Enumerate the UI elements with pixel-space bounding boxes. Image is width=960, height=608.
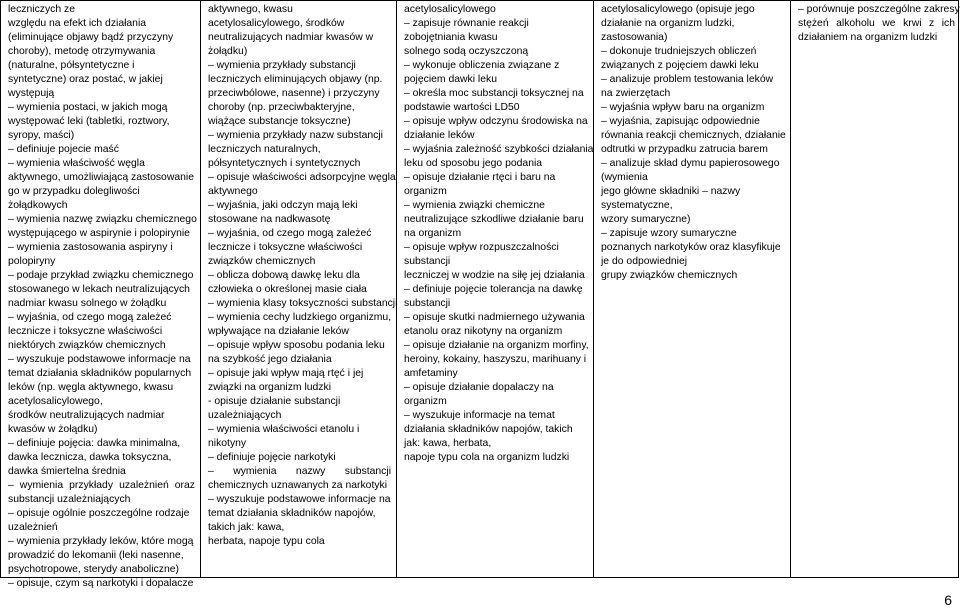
text-line: takich jak: kawa, xyxy=(208,522,285,533)
text-line: syropy, maści) xyxy=(8,130,75,141)
text-line: wzory sumaryczne) xyxy=(601,214,691,225)
text-line: – wymienia klasy toksyczności substancji xyxy=(208,298,398,309)
text-line: jego główne składniki – nazwy xyxy=(601,186,741,197)
text-line: acetylosalicylowego xyxy=(404,4,496,15)
text-line: – wymienia związki chemiczne xyxy=(404,200,545,211)
text-line: – opisuje, czym są narkotyki i dopalacze xyxy=(8,578,194,589)
text-line: leczniczych naturalnych, xyxy=(208,144,321,155)
text-line: acetylosalicylowego (opisuje jego xyxy=(601,4,755,15)
text-line: – wyjaśnia, zapisując odpowiednie xyxy=(601,116,760,127)
column-5 xyxy=(791,1,960,577)
text-line: (wymienia xyxy=(601,172,648,183)
text-line: nikotyny xyxy=(208,438,247,449)
text-line: dawka śmiertelna średnia xyxy=(8,466,126,477)
text-line: (naturalne, półsyntetyczne i xyxy=(8,60,135,71)
text-line: związków chemicznych xyxy=(208,256,316,267)
text-line: stężeń alkoholu we krwi z ich xyxy=(798,18,955,29)
text-line: – wyjaśnia, od czego mogą zależeć xyxy=(8,312,172,323)
text-line: temat działania składników napojów, xyxy=(208,508,376,519)
text-line: – zapisuje równanie reakcji xyxy=(404,18,529,29)
text-line: leczniczych ze xyxy=(8,4,75,15)
text-line: leczniczych eliminujących objawy (np. xyxy=(208,74,383,85)
text-line: systematyczne, xyxy=(601,200,673,211)
text-line: substancji xyxy=(404,256,451,267)
text-line: uzależnień xyxy=(8,522,58,533)
text-line: – opisuje wpływ sposobu podania leku xyxy=(208,340,385,351)
text-line: – wyjaśnia, jaki odczyn mają leki xyxy=(208,200,358,211)
text-line: – wykonuje obliczenia związane z xyxy=(404,60,560,71)
text-line: wpływające na działanie leków xyxy=(208,326,349,337)
text-line: – opisuje ogólnie poszczególne rodzaje xyxy=(8,508,190,519)
text-line: polopiryny xyxy=(8,256,56,267)
page-number: 6 xyxy=(944,592,952,608)
text-line: – wymienia przykłady substancji xyxy=(208,60,356,71)
text-line: acetylosalicylowego, środków xyxy=(208,18,345,29)
text-line: działanie leków xyxy=(404,130,475,141)
text-line: – analizuje skład dymu papierosowego xyxy=(601,158,780,169)
text-line: lecznicze i toksyczne właściwości xyxy=(8,326,163,337)
text-line: – wyszukuje podstawowe informacje na xyxy=(8,354,191,365)
text-line: – wymienia postaci, w jakich mogą xyxy=(8,102,168,113)
text-line: – oblicza dobową dawkę leku dla xyxy=(208,270,360,281)
text-line: acetylosalicylowego, xyxy=(8,396,103,407)
text-line: związki na organizm ludzki xyxy=(208,382,332,393)
text-line: (eliminujące objawy bądź przyczyny xyxy=(8,32,174,43)
text-line: heroiny, kokainy, haszyszu, marihuany i xyxy=(404,354,587,365)
text-line: – wymienia cechy ludzkiego organizmu, xyxy=(208,312,392,323)
text-line: związanych z pojęciem dawki leku xyxy=(601,60,759,71)
text-line: chemicznych uznawanych za narkotyki xyxy=(208,480,388,491)
text-line: choroby (np. przeciwbakteryjne, xyxy=(208,102,355,113)
text-line: człowieka o określonej masie ciała xyxy=(208,284,367,295)
text-line: – wymienia przykłady leków, które mogą xyxy=(8,536,194,547)
text-line: poznanych narkotyków oraz klasyfikuje xyxy=(601,242,781,253)
text-line: na szybkość jego działania xyxy=(208,354,332,365)
text-line: psychotropowe, sterydy anaboliczne) xyxy=(8,564,179,575)
text-line: substancji xyxy=(404,298,451,309)
text-line: występują xyxy=(8,88,55,99)
text-line: – zapisuje wzory sumaryczne xyxy=(601,228,737,239)
column-1 xyxy=(1,1,201,589)
text-line: go w przypadku dolegliwości xyxy=(8,186,140,197)
text-line: aktywnego, kwasu xyxy=(208,4,293,15)
text-line: – wyszukuje informacje na temat xyxy=(404,410,555,421)
text-line: je do odpowiedniej xyxy=(601,256,688,267)
text-line: – opisuje wpływ rozpuszczalności xyxy=(404,242,559,253)
text-line: neutralizujących nadmiar kwasów w xyxy=(208,32,374,43)
text-line: – opisuje działanie dopalaczy na xyxy=(404,382,554,393)
text-line: kwasów w żołądku) xyxy=(8,424,98,435)
column-4 xyxy=(594,1,791,577)
text-line: – analizuje problem testowania leków xyxy=(601,74,774,85)
text-line: równania reakcji chemicznych, działanie xyxy=(601,130,786,141)
text-line: napoje typu cola na organizm ludzki xyxy=(404,452,570,463)
text-line: leków (np. węgla aktywnego, kwasu xyxy=(8,382,174,393)
column-3 xyxy=(397,1,594,577)
text-line: zastosowania) xyxy=(601,32,668,43)
text-line: – wyjaśnia, od czego mogą zależeć xyxy=(208,228,372,239)
text-line: przeciwbólowe, nasenne) i przyczyny xyxy=(208,88,380,99)
text-line: – opisuje właściwości adsorpcyjne węgla xyxy=(208,172,396,183)
text-line: niektórych związków chemicznych xyxy=(8,340,166,351)
text-line: wiążące substancje toksyczne) xyxy=(208,116,351,127)
text-line: leczniczej w wodzie na siłę jej działania xyxy=(404,270,585,281)
text-line: – dokonuje trudniejszych obliczeń xyxy=(601,46,757,57)
text-line: organizm xyxy=(404,186,447,197)
text-line: półsyntetycznych i syntetycznych xyxy=(208,158,361,169)
text-line: aktywnego xyxy=(208,186,258,197)
text-line: – opisuje skutki nadmiernego używania xyxy=(404,312,585,323)
text-line: jak: kawa, herbata, xyxy=(404,438,492,449)
text-line: względu na efekt ich działania xyxy=(8,18,147,29)
text-line: nadmiar kwasu solnego w żołądku xyxy=(8,298,167,309)
text-line: etanolu oraz nikotyny na organizm xyxy=(404,326,563,337)
text-line: – wyjaśnia wpływ baru na organizm xyxy=(601,102,765,113)
text-line: – określa moc substancji toksycznej na xyxy=(404,88,584,99)
text-line: na zwierzętach xyxy=(601,88,671,99)
text-line: na organizm xyxy=(404,228,462,239)
text-line: występującego w aspirynie i polopirynie xyxy=(8,228,190,239)
column-2 xyxy=(201,1,397,577)
text-line: – opisuje jaki wpływ mają rtęć i jej xyxy=(208,368,364,379)
text-line: zobojętniania kwasu xyxy=(404,32,498,43)
text-line: organizm xyxy=(404,396,447,407)
text-line: – wyjaśnia zależność szybkości działania xyxy=(404,144,594,155)
text-line: pojęciem dawki leku xyxy=(404,74,497,85)
text-line: odtrutki w przypadku zatrucia barem xyxy=(601,144,768,155)
text-line: substancji uzależniających xyxy=(8,494,131,505)
text-line: działaniem na organizm ludzki xyxy=(798,32,938,43)
text-line: amfetaminy xyxy=(404,368,458,379)
text-line: grupy związków chemicznych xyxy=(601,270,738,281)
text-line: temat działania składników popularnych xyxy=(8,368,192,379)
text-line: – opisuje działanie na organizm morfiny, xyxy=(404,340,589,351)
text-line: – opisuje działanie rtęci i baru na xyxy=(404,172,556,183)
text-line: – wymienia nazwy substancji xyxy=(208,466,391,477)
text-line: żołądkowych xyxy=(8,200,68,211)
text-line: żołądku) xyxy=(208,46,248,57)
text-line: aktywnego, umożliwiającą zastosowanie xyxy=(8,172,194,183)
text-line: – podaje przykład związku chemicznego xyxy=(8,270,194,281)
text-line: stosowanego w lekach neutralizujących xyxy=(8,284,190,295)
text-line: herbata, napoje typu cola xyxy=(208,536,325,547)
text-line: neutralizujące szkodliwe działanie baru xyxy=(404,214,584,225)
text-line: dawka lecznicza, dawka toksyczna, xyxy=(8,452,172,463)
text-line: działanie na organizm ludzki, xyxy=(601,18,735,29)
text-line: – wymienia nazwę związku chemicznego xyxy=(8,214,197,225)
text-line: występować leki (tabletki, roztwory, xyxy=(8,116,170,127)
text-line: - opisuje działanie substancji xyxy=(208,396,341,407)
text-line: – wymienia przykłady uzależnień oraz xyxy=(8,480,195,491)
text-line: prowadzić do lekomanii (leki nasenne, xyxy=(8,550,184,561)
text-line: – definiuje pojęcia: dawka minimalna, xyxy=(8,438,181,449)
text-line: działania składników napojów, takich xyxy=(404,424,573,435)
text-line: syntetyczne) oraz postać, w jakiej xyxy=(8,74,163,85)
text-line: – wymienia zastosowania aspiryny i xyxy=(8,242,173,253)
text-line: – wymienia przykłady nazw substancji xyxy=(208,130,383,141)
text-line: lecznicze i toksyczne właściwości xyxy=(208,242,363,253)
text-line: – porównuje poszczególne zakresy xyxy=(798,4,960,15)
text-line: uzależniających xyxy=(208,410,282,421)
text-line: choroby), metodę otrzymywania xyxy=(8,46,156,57)
text-line: – definiuje pojęcie tolerancja na dawkę xyxy=(404,284,583,295)
text-line: – wymienia właściwości etanolu i xyxy=(208,424,360,435)
text-line: podstawie wartości LD50 xyxy=(404,102,520,113)
text-line: – opisuje wpływ odczynu środowiska na xyxy=(404,116,588,127)
text-line: – wyszukuje podstawowe informacje na xyxy=(208,494,391,505)
text-line: środków neutralizujących nadmiar xyxy=(8,410,165,421)
text-line: solnego sodą oczyszczoną xyxy=(404,46,529,57)
text-line: – definiuje pojecie maść xyxy=(8,144,119,155)
text-line: leku od sposobu jego podania xyxy=(404,158,543,169)
text-line: stosowane na nadkwasotę xyxy=(208,214,331,225)
text-line: – definiuje pojęcie narkotyki xyxy=(208,452,336,463)
text-line: – wymienia właściwość węgla xyxy=(8,158,145,169)
